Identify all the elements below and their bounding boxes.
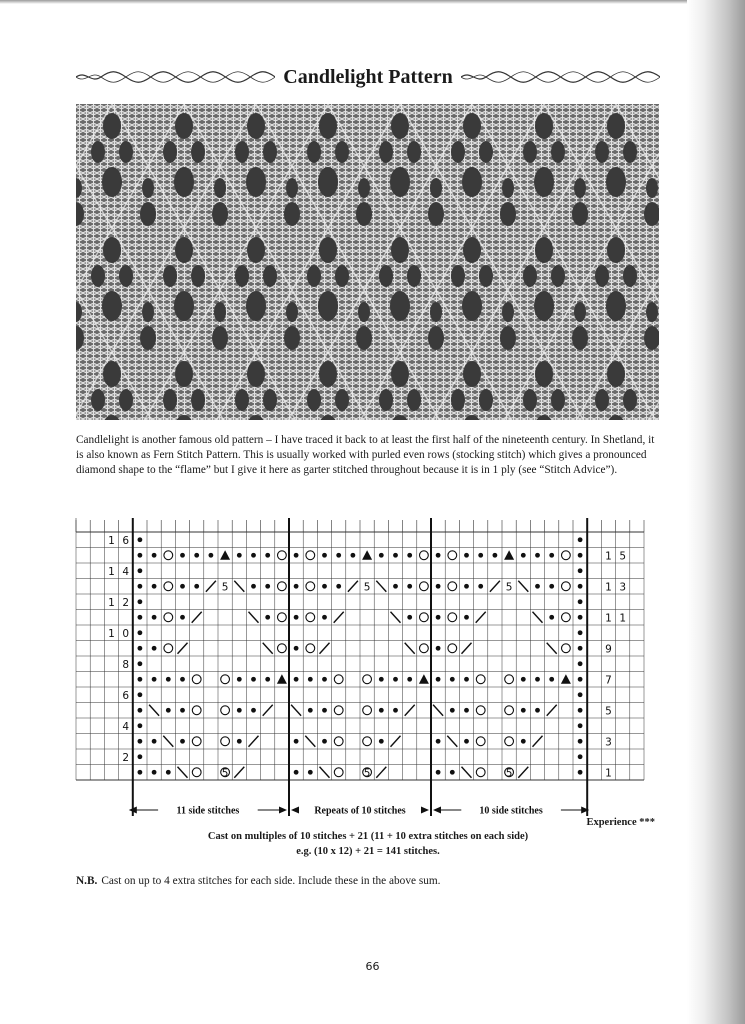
double-decrease-triangle	[561, 674, 571, 684]
k2tog-slash	[462, 643, 472, 654]
purl-dot	[521, 677, 526, 682]
yarn-over-circle	[476, 675, 485, 684]
purl-dot	[237, 739, 242, 744]
purl-dot	[265, 677, 270, 682]
purl-dot	[180, 584, 185, 589]
right-row-label: 5	[605, 705, 612, 718]
yarn-over-circle	[221, 675, 230, 684]
ssk-slash	[518, 581, 528, 592]
purl-dot	[152, 770, 157, 775]
yarn-over-circle	[448, 644, 457, 653]
purl-dot	[294, 553, 299, 558]
yarn-over-circle	[420, 582, 429, 591]
purl-dot	[578, 770, 583, 775]
ssk-slash	[391, 612, 401, 623]
purl-dot	[308, 708, 313, 713]
purl-dot	[180, 677, 185, 682]
left-row-label: 1	[108, 535, 115, 548]
purl-dot	[436, 646, 441, 651]
purl-dot	[152, 615, 157, 620]
yarn-over-circle	[192, 768, 201, 777]
ssk-slash	[305, 736, 315, 747]
yarn-over-circle	[448, 551, 457, 560]
purl-dot	[393, 677, 398, 682]
side-stitches-right-arrowhead	[433, 807, 441, 814]
repeat-stitches-arrowhead	[291, 807, 299, 814]
purl-dot	[549, 584, 554, 589]
page-title: Candlelight Pattern	[283, 65, 453, 88]
purl-dot	[180, 708, 185, 713]
left-row-label: 0	[122, 628, 130, 641]
purl-dot	[521, 739, 526, 744]
purl-dot	[578, 692, 583, 697]
purl-dot	[336, 584, 341, 589]
purl-dot	[379, 553, 384, 558]
yarn-over-circle	[278, 551, 287, 560]
right-flourish-ornament	[461, 70, 660, 84]
purl-dot	[407, 677, 412, 682]
purl-dot	[578, 646, 583, 651]
k2tog-slash	[206, 581, 216, 592]
ssk-slash	[149, 705, 159, 716]
right-row-label: 1	[605, 581, 612, 594]
yarn-over-circle	[420, 551, 429, 560]
k2tog-slash	[376, 767, 386, 778]
purl-dot	[152, 553, 157, 558]
purl-dot	[152, 584, 157, 589]
purl-dot	[251, 708, 256, 713]
yarn-over-circle	[164, 582, 173, 591]
chart-number-mark: 5	[363, 581, 371, 594]
repeat-stitches-label: Repeats of 10 stitches	[314, 805, 406, 817]
yarn-over-circle	[192, 737, 201, 746]
left-row-label: 1	[108, 597, 115, 610]
ssk-slash	[462, 767, 472, 778]
yarn-over-circle	[363, 737, 372, 746]
cast-on-line-2: e.g. (10 x 12) + 21 = 141 stitches.	[296, 846, 440, 857]
purl-dot	[578, 615, 583, 620]
purl-dot	[436, 584, 441, 589]
purl-dot	[478, 584, 483, 589]
experience-rating: Experience ***	[586, 817, 655, 828]
purl-dot	[450, 770, 455, 775]
purl-dot	[138, 770, 143, 775]
left-row-label: 8	[122, 659, 130, 672]
chart-number-mark: 5	[221, 581, 229, 594]
purl-dot	[436, 553, 441, 558]
purl-dot	[478, 553, 483, 558]
purl-dot	[578, 661, 583, 666]
purl-dot	[265, 553, 270, 558]
ssk-slash	[320, 767, 330, 778]
purl-dot	[464, 615, 469, 620]
purl-dot	[578, 584, 583, 589]
right-row-label: 1	[605, 767, 612, 780]
purl-dot	[166, 770, 171, 775]
purl-dot	[578, 754, 583, 759]
yarn-over-circle	[334, 768, 343, 777]
ssk-slash	[533, 612, 543, 623]
nb-text: Cast on up to 4 extra stitches for each side. Include these in the above sum.	[101, 875, 441, 887]
purl-dot	[393, 584, 398, 589]
purl-dot	[180, 739, 185, 744]
ssk-slash	[178, 767, 188, 778]
purl-dot	[138, 584, 143, 589]
yarn-over-circle	[476, 737, 485, 746]
yarn-over-circle	[192, 675, 201, 684]
k2tog-slash	[518, 767, 528, 778]
ssk-slash	[376, 581, 386, 592]
k2tog-slash	[348, 581, 358, 592]
purl-dot	[322, 708, 327, 713]
purl-dot	[138, 739, 143, 744]
purl-dot	[464, 677, 469, 682]
purl-dot	[578, 537, 583, 542]
double-decrease-triangle	[419, 674, 429, 684]
purl-dot	[237, 553, 242, 558]
k2tog-slash	[533, 736, 543, 747]
k2tog-slash	[234, 767, 244, 778]
purl-dot	[308, 770, 313, 775]
purl-dot	[578, 708, 583, 713]
yarn-over-circle	[278, 644, 287, 653]
yarn-over-circle	[306, 582, 315, 591]
yarn-over-circle	[420, 613, 429, 622]
purl-dot	[237, 677, 242, 682]
purl-dot	[251, 677, 256, 682]
purl-dot	[138, 553, 143, 558]
yarn-over-circle	[562, 613, 571, 622]
purl-dot	[180, 615, 185, 620]
purl-dot	[138, 708, 143, 713]
k2tog-slash	[391, 736, 401, 747]
yarn-over-circle	[448, 613, 457, 622]
purl-dot	[294, 584, 299, 589]
k2tog-slash	[334, 612, 344, 623]
purl-dot	[294, 615, 299, 620]
ssk-slash	[249, 612, 259, 623]
k2tog-slash	[405, 705, 415, 716]
yarn-over-circle	[448, 582, 457, 591]
k2tog-slash	[490, 581, 500, 592]
yarn-over-circle	[363, 675, 372, 684]
purl-dot	[138, 646, 143, 651]
yarn-over-circle	[306, 644, 315, 653]
purl-dot	[521, 708, 526, 713]
purl-dot	[152, 646, 157, 651]
left-row-label: 4	[122, 566, 130, 579]
purl-dot	[578, 677, 583, 682]
ssk-slash	[447, 736, 457, 747]
purl-dot	[180, 553, 185, 558]
cast-on-line-1: Cast on multiples of 10 stitches + 21 (11 + 10 extra stitches on each side)	[207, 831, 529, 842]
purl-dot	[464, 708, 469, 713]
purl-dot	[407, 553, 412, 558]
left-flourish-ornament	[76, 70, 275, 84]
purl-dot	[138, 615, 143, 620]
purl-dot	[407, 615, 412, 620]
purl-dot	[450, 708, 455, 713]
purl-dot	[322, 584, 327, 589]
repeat-stitches-arrowhead	[421, 807, 429, 814]
purl-dot	[521, 553, 526, 558]
purl-dot	[464, 584, 469, 589]
left-row-label: 1	[108, 566, 115, 579]
double-decrease-triangle	[362, 550, 372, 560]
yarn-over-circle	[278, 613, 287, 622]
purl-dot	[393, 708, 398, 713]
purl-dot	[152, 677, 157, 682]
yarn-over-circle	[505, 675, 514, 684]
purl-dot	[393, 553, 398, 558]
purl-dot	[535, 708, 540, 713]
purl-dot	[578, 630, 583, 635]
purl-dot	[138, 661, 143, 666]
purl-dot	[407, 584, 412, 589]
purl-dot	[436, 677, 441, 682]
purl-dot	[464, 553, 469, 558]
side-stitches-left-arrowhead	[279, 807, 287, 814]
book-spine-shadow	[687, 0, 745, 1024]
right-row-label: 7	[605, 674, 612, 687]
purl-dot	[464, 739, 469, 744]
left-row-label: 6	[122, 535, 130, 548]
double-decrease-triangle	[277, 674, 287, 684]
purl-dot	[138, 537, 143, 542]
purl-dot	[166, 708, 171, 713]
purl-dot	[322, 553, 327, 558]
purl-dot	[535, 584, 540, 589]
yarn-over-circle	[221, 706, 230, 715]
purl-dot	[336, 553, 341, 558]
purl-dot	[322, 615, 327, 620]
yarn-over-circle	[306, 613, 315, 622]
chart-number-mark: 5	[363, 767, 371, 780]
yarn-over-circle	[476, 768, 485, 777]
title-row	[76, 60, 660, 94]
yarn-over-circle	[476, 706, 485, 715]
ssk-slash	[234, 581, 244, 592]
purl-dot	[294, 677, 299, 682]
purl-dot	[549, 615, 554, 620]
right-row-label: 9	[605, 643, 612, 656]
k2tog-slash	[476, 612, 486, 623]
purl-dot	[436, 770, 441, 775]
nb-note	[76, 875, 660, 887]
right-row-label: 3	[605, 736, 612, 749]
purl-dot	[351, 553, 356, 558]
left-row-label: 1	[108, 628, 115, 641]
purl-dot	[251, 584, 256, 589]
nb-label: N.B.	[76, 875, 98, 887]
purl-dot	[322, 739, 327, 744]
yarn-over-circle	[278, 582, 287, 591]
purl-dot	[549, 553, 554, 558]
purl-dot	[209, 553, 214, 558]
purl-dot	[138, 754, 143, 759]
k2tog-slash	[249, 736, 259, 747]
purl-dot	[138, 568, 143, 573]
purl-dot	[578, 723, 583, 728]
lace-swatch-photo	[76, 104, 659, 420]
purl-dot	[138, 630, 143, 635]
purl-dot	[194, 553, 199, 558]
knitting-chart	[72, 518, 658, 818]
yarn-over-circle	[562, 582, 571, 591]
purl-dot	[535, 677, 540, 682]
purl-dot	[578, 599, 583, 604]
purl-dot	[237, 708, 242, 713]
purl-dot	[194, 584, 199, 589]
purl-dot	[138, 692, 143, 697]
purl-dot	[578, 739, 583, 744]
purl-dot	[535, 553, 540, 558]
chart-number-mark: 5	[505, 767, 513, 780]
k2tog-slash	[263, 705, 273, 716]
yarn-over-circle	[420, 644, 429, 653]
double-decrease-triangle	[220, 550, 230, 560]
purl-dot	[308, 677, 313, 682]
yarn-over-circle	[164, 613, 173, 622]
purl-dot	[138, 599, 143, 604]
purl-dot	[294, 770, 299, 775]
purl-dot	[251, 553, 256, 558]
ssk-slash	[433, 705, 443, 716]
left-row-label: 2	[122, 752, 130, 765]
page-number: 66	[365, 960, 380, 973]
ssk-slash	[291, 705, 301, 716]
purl-dot	[152, 739, 157, 744]
right-row-label: 1	[605, 550, 612, 563]
purl-dot	[450, 677, 455, 682]
purl-dot	[166, 677, 171, 682]
k2tog-slash	[178, 643, 188, 654]
purl-dot	[265, 615, 270, 620]
purl-dot	[138, 723, 143, 728]
purl-dot	[379, 739, 384, 744]
purl-dot	[294, 646, 299, 651]
purl-dot	[294, 739, 299, 744]
purl-dot	[493, 553, 498, 558]
yarn-over-circle	[562, 644, 571, 653]
ssk-slash	[405, 643, 415, 654]
purl-dot	[436, 739, 441, 744]
ssk-slash	[163, 736, 173, 747]
k2tog-slash	[320, 643, 330, 654]
yarn-over-circle	[505, 706, 514, 715]
yarn-over-circle	[334, 737, 343, 746]
yarn-over-circle	[164, 551, 173, 560]
purl-dot	[549, 677, 554, 682]
yarn-over-circle	[562, 551, 571, 560]
purl-dot	[436, 615, 441, 620]
purl-dot	[322, 677, 327, 682]
purl-dot	[138, 677, 143, 682]
purl-dot	[379, 677, 384, 682]
k2tog-slash	[192, 612, 202, 623]
yarn-over-circle	[334, 706, 343, 715]
intro-paragraph: Candlelight is another famous old pattern – I have traced it back to at least the first half of the nineteenth century. In Shetland, it is also known as Fern Stitch Pattern. This is usually worked with purled even rows (stocking stitch) which gives a pronounced diamond shape to the “flame” but I give it here as garter stitched throughout because it is in 1 ply (see “Stitch Advice”).	[76, 434, 655, 476]
yarn-over-circle	[505, 737, 514, 746]
purl-dot	[578, 568, 583, 573]
yarn-over-circle	[221, 737, 230, 746]
right-row-label: 5	[619, 550, 627, 563]
page-top-edge	[0, 0, 745, 4]
side-stitches-left-label: 11 side stitches	[176, 805, 240, 817]
purl-dot	[578, 553, 583, 558]
left-row-label: 2	[122, 597, 130, 610]
k2tog-slash	[547, 705, 557, 716]
left-row-label: 6	[122, 690, 130, 703]
ssk-slash	[263, 643, 273, 654]
left-row-label: 4	[122, 721, 130, 734]
chart-number-mark: 5	[505, 581, 513, 594]
cast-on-instructions	[76, 829, 660, 859]
double-decrease-triangle	[504, 550, 514, 560]
yarn-over-circle	[363, 706, 372, 715]
right-row-label: 1	[605, 612, 612, 625]
yarn-over-circle	[192, 706, 201, 715]
ssk-slash	[547, 643, 557, 654]
side-stitches-right-label: 10 side stitches	[479, 805, 543, 817]
yarn-over-circle	[164, 644, 173, 653]
chart-number-mark: 5	[221, 767, 229, 780]
right-row-label: 3	[619, 581, 627, 594]
purl-dot	[379, 708, 384, 713]
yarn-over-circle	[334, 675, 343, 684]
purl-dot	[265, 584, 270, 589]
right-row-label: 1	[619, 612, 627, 625]
yarn-over-circle	[306, 551, 315, 560]
